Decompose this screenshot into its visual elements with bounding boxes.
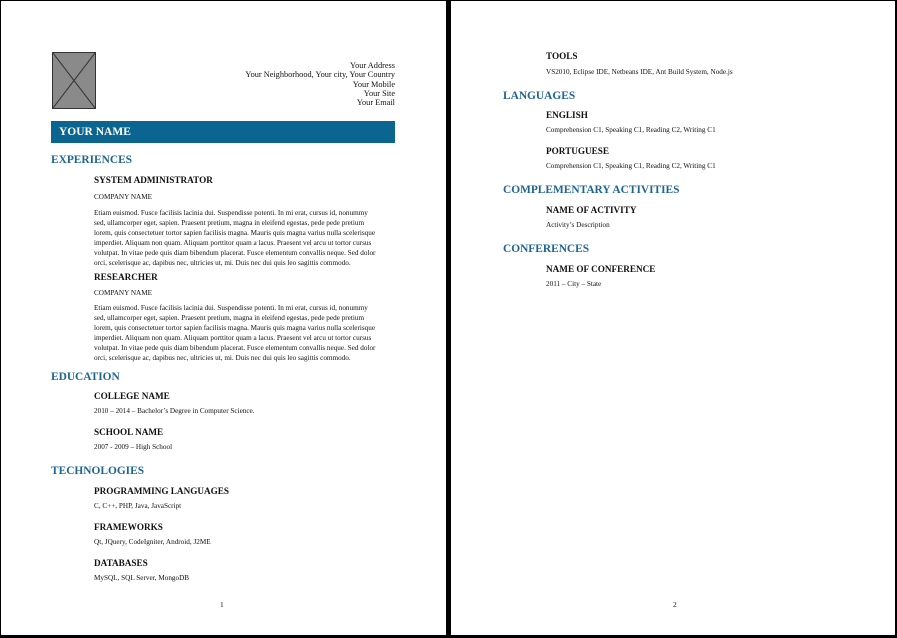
contact-address: Your Address: [349, 61, 395, 70]
description-line: sed, ullamcorper eget, sapien. Praesent pretium, magna in eleifend egestas, pede pede pretium: [94, 314, 365, 322]
photo-placeholder: [52, 52, 96, 109]
description-line: imperdiet. Aliquam non quam. Aliquam porttitor quam a lacus. Praesent vel arcu ut tortor cursus: [94, 334, 372, 342]
page-number: 1: [220, 600, 224, 609]
entry-detail: VS2010, Eclipse IDE, Netbeans IDE, Ant Build System, Node.js: [546, 68, 733, 76]
description-line: volutpat. In vitae pede quis diam bibendum placerat. Fusce elementum convallis neque. Sed dolor: [94, 344, 376, 352]
entry-detail: Activity’s Description: [546, 221, 610, 229]
entry-title: FRAMEWORKS: [94, 522, 163, 532]
description-line: orci, scelerisque ac, dapibus nec, ultricies ut, mi. Duis nec dui quis leo sagittis commodo.: [94, 259, 351, 267]
section-title-technologies: TECHNOLOGIES: [51, 465, 145, 477]
entry-detail: Comprehension C1, Speaking C1, Reading C2, Writing C1: [546, 126, 716, 134]
description-line: Etiam euismod. Fusce facilisis lacinia dui. Suspendisse potenti. In mi erat, cursus id, nonummy: [94, 304, 368, 312]
entry-title: PORTUGUESE: [546, 146, 609, 156]
page-1: [1, 1, 446, 635]
entry-title: COLLEGE NAME: [94, 391, 170, 401]
entry-description: [94, 303, 396, 363]
entry-detail: Qt, JQuery, CodeIgniter, Android, J2ME: [94, 538, 211, 546]
entry-title: SYSTEM ADMINISTRATOR: [94, 175, 213, 185]
contact-mobile: Your Mobile: [352, 79, 395, 89]
page-number: 2: [673, 600, 677, 609]
entry-title: DATABASES: [94, 558, 148, 568]
entry-detail: MySQL, SQL Server, MongoDB: [94, 574, 190, 582]
entry-detail: 2011 – City – State: [546, 280, 602, 288]
entry-title: PROGRAMMING LANGUAGES: [94, 486, 230, 496]
entry-title: TOOLS: [546, 51, 578, 61]
entry-company: COMPANY NAME: [94, 193, 152, 201]
entry-title: NAME OF ACTIVITY: [546, 205, 637, 215]
contact-block: [245, 61, 395, 107]
description-line: lorem, quis consectetuer tortor sapien facilisis magna. Mauris quis magna varius nulla scelerisque: [94, 324, 376, 332]
entry-company: COMPANY NAME: [94, 289, 152, 297]
description-line: sed, ullamcorper eget, sapien. Praesent pretium, magna in eleifend egestas, pede pede pretium: [94, 219, 365, 227]
entry-description: [94, 208, 396, 268]
entry-detail: 2010 – 2014 – Bachelor’s Degree in Computer Science.: [94, 407, 255, 415]
section-title-languages: LANGUAGES: [503, 90, 576, 102]
name-bar: YOUR NAME: [51, 121, 395, 143]
entry-title: SCHOOL NAME: [94, 427, 164, 437]
description-line: lorem, quis consectetuer tortor sapien facilisis magna. Mauris quis magna varius nulla scelerisque: [94, 229, 376, 237]
section-title-conferences: CONFERENCES: [503, 243, 590, 255]
section-title-experiences: EXPERIENCES: [51, 154, 133, 166]
contact-email: Your Email: [356, 98, 395, 108]
entry-title: NAME OF CONFERENCE: [546, 264, 656, 274]
description-line: volutpat. In vitae pede quis diam bibendum placerat. Fusce elementum convallis neque. Sed dolor: [94, 249, 376, 257]
page-2: [451, 1, 895, 635]
entry-detail: Comprehension C1, Speaking C1, Reading C2, Writing C1: [546, 162, 716, 170]
entry-title: RESEARCHER: [94, 272, 158, 282]
description-line: Etiam euismod. Fusce facilisis lacinia dui. Suspendisse potenti. In mi erat, cursus id, nonummy: [94, 209, 368, 217]
contact-location: Your Neighborhood, Your city, Your Country: [245, 70, 395, 80]
description-line: orci, scelerisque ac, dapibus nec, ultricies ut, mi. Duis nec dui quis leo sagittis commodo.: [94, 354, 351, 362]
image-placeholder-icon: [53, 53, 95, 108]
section-title-complementary-activities: COMPLEMENTARY ACTIVITIES: [503, 184, 680, 196]
entry-detail: C, C++, PHP, Java, JavaScript: [94, 502, 182, 510]
entry-title: ENGLISH: [546, 110, 588, 120]
section-title-education: EDUCATION: [51, 371, 120, 383]
entry-detail: 2007 - 2009 – High School: [94, 443, 173, 451]
description-line: imperdiet. Aliquam non quam. Aliquam porttitor quam a lacus. Praesent vel arcu ut tortor cursus: [94, 239, 372, 247]
contact-site: Your Site: [363, 88, 395, 98]
